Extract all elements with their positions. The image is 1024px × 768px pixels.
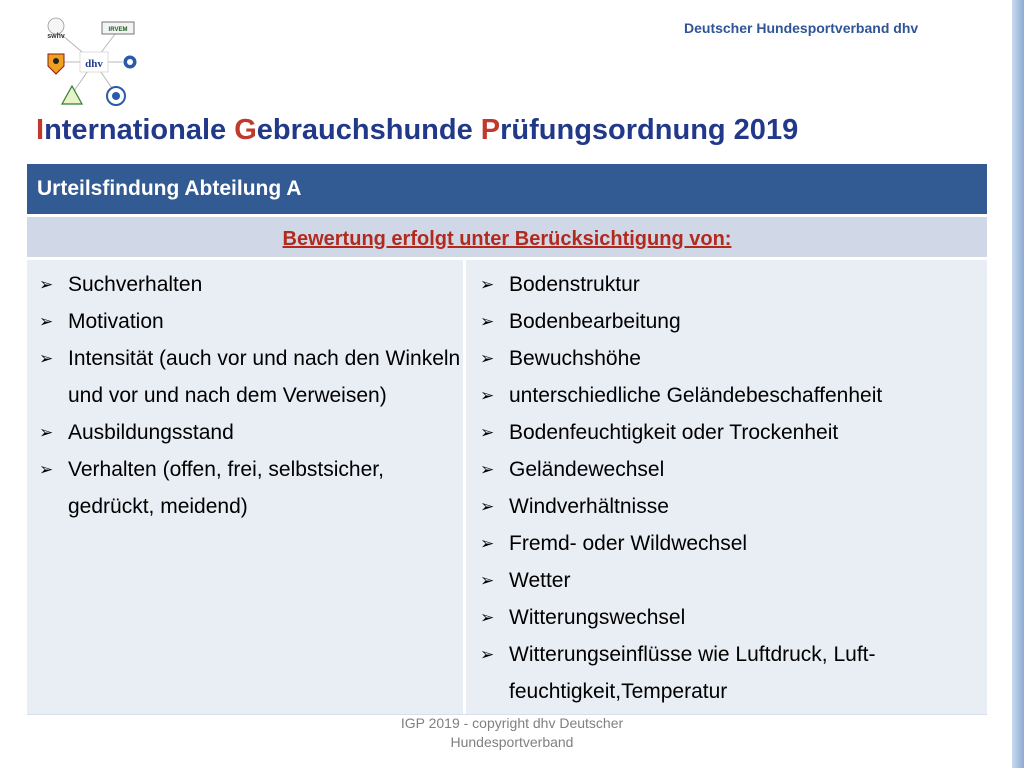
- arrow-bullet-icon: ➢: [480, 386, 495, 405]
- slide-footer: [372, 714, 652, 752]
- arrow-bullet-icon: ➢: [39, 460, 54, 479]
- table-subheader-text: Bewertung erfolgt unter Berücksichtigung von:: [282, 228, 732, 250]
- list-item: ➢ Geländewechsel: [480, 451, 987, 488]
- triangle-logo-icon: [62, 86, 82, 104]
- list-item: ➢ Verhalten (offen, frei, selbstsicher, gedrückt, meidend): [39, 451, 463, 525]
- svg-text:IRVEM: IRVEM: [108, 27, 128, 33]
- list-item: ➢ Fremd- oder Wildwechsel: [480, 525, 987, 562]
- arrow-bullet-icon: ➢: [480, 349, 495, 368]
- slide-edge-bar: [1012, 0, 1024, 768]
- list-item: ➢ Witterungswechsel: [480, 599, 987, 636]
- arrow-bullet-icon: ➢: [480, 312, 495, 331]
- footer-line-2: Hundesportverband: [450, 734, 574, 750]
- dhv-logo-icon: [80, 52, 108, 72]
- arrow-bullet-icon: ➢: [480, 645, 495, 664]
- arrow-bullet-icon: ➢: [480, 423, 495, 442]
- list-item: ➢ Motivation: [39, 303, 463, 340]
- left-criteria-list: [39, 266, 463, 525]
- arrow-bullet-icon: ➢: [480, 571, 495, 590]
- emblem-logo-icon: [123, 55, 137, 69]
- arrow-bullet-icon: ➢: [480, 497, 495, 516]
- list-item: ➢ Bodenfeuchtigkeit oder Trockenheit: [480, 414, 987, 451]
- arrow-bullet-icon: ➢: [39, 423, 54, 442]
- organization-name: Deutscher Hundesportverband dhv: [684, 20, 919, 36]
- title-word-internationale: nternationale: [44, 114, 235, 146]
- arrow-bullet-icon: ➢: [39, 312, 54, 331]
- right-column: [466, 260, 987, 714]
- list-item: ➢ Intensität (auch vor und nach den Winkeln und vor und nach dem Verweisen): [39, 340, 463, 414]
- round-badge-logo-icon: [107, 87, 125, 105]
- criteria-table: [27, 164, 987, 715]
- association-logos: [36, 14, 146, 108]
- list-item: ➢ Bodenstruktur: [480, 266, 987, 303]
- shield-logo-icon: [48, 54, 64, 74]
- right-criteria-list: [480, 266, 987, 710]
- title-word-pruefungsordnung: rüfungsordnung 2019: [500, 114, 799, 146]
- footer-line-1: IGP 2019 - copyright dhv Deutscher: [400, 715, 624, 731]
- list-item: ➢ Bodenbearbeitung: [480, 303, 987, 340]
- arrow-bullet-icon: ➢: [480, 460, 495, 479]
- arrow-bullet-icon: ➢: [480, 608, 495, 627]
- list-item: ➢ Ausbildungsstand: [39, 414, 463, 451]
- list-item: ➢ Witterungseinflüsse wie Luftdruck, Luft-feuchtigkeit,Temperatur: [480, 636, 987, 710]
- table-subheader: [27, 217, 987, 260]
- list-item: ➢ unterschiedliche Geländebeschaffenheit: [480, 377, 987, 414]
- title-word-gebrauchshunde: ebrauchshunde: [256, 114, 481, 146]
- list-item: ➢ Wetter: [480, 562, 987, 599]
- arrow-bullet-icon: ➢: [480, 534, 495, 553]
- title-initial-p: P: [480, 114, 501, 146]
- arrow-bullet-icon: ➢: [39, 275, 54, 294]
- page-title: [36, 114, 798, 147]
- title-initial-i: I: [36, 114, 45, 146]
- table-body: [27, 260, 987, 714]
- irvem-logo-icon: [102, 22, 134, 34]
- arrow-bullet-icon: ➢: [39, 349, 54, 368]
- title-initial-g: G: [234, 114, 257, 146]
- swhv-logo-icon: [47, 18, 65, 40]
- arrow-bullet-icon: ➢: [480, 275, 495, 294]
- svg-text:dhv: dhv: [85, 58, 103, 70]
- svg-text:swhv: swhv: [47, 33, 65, 40]
- list-item: ➢ Suchverhalten: [39, 266, 463, 303]
- left-column: [27, 260, 466, 714]
- list-item: ➢ Bewuchshöhe: [480, 340, 987, 377]
- table-header: Urteilsfindung Abteilung A: [27, 164, 987, 217]
- list-item: ➢ Windverhältnisse: [480, 488, 987, 525]
